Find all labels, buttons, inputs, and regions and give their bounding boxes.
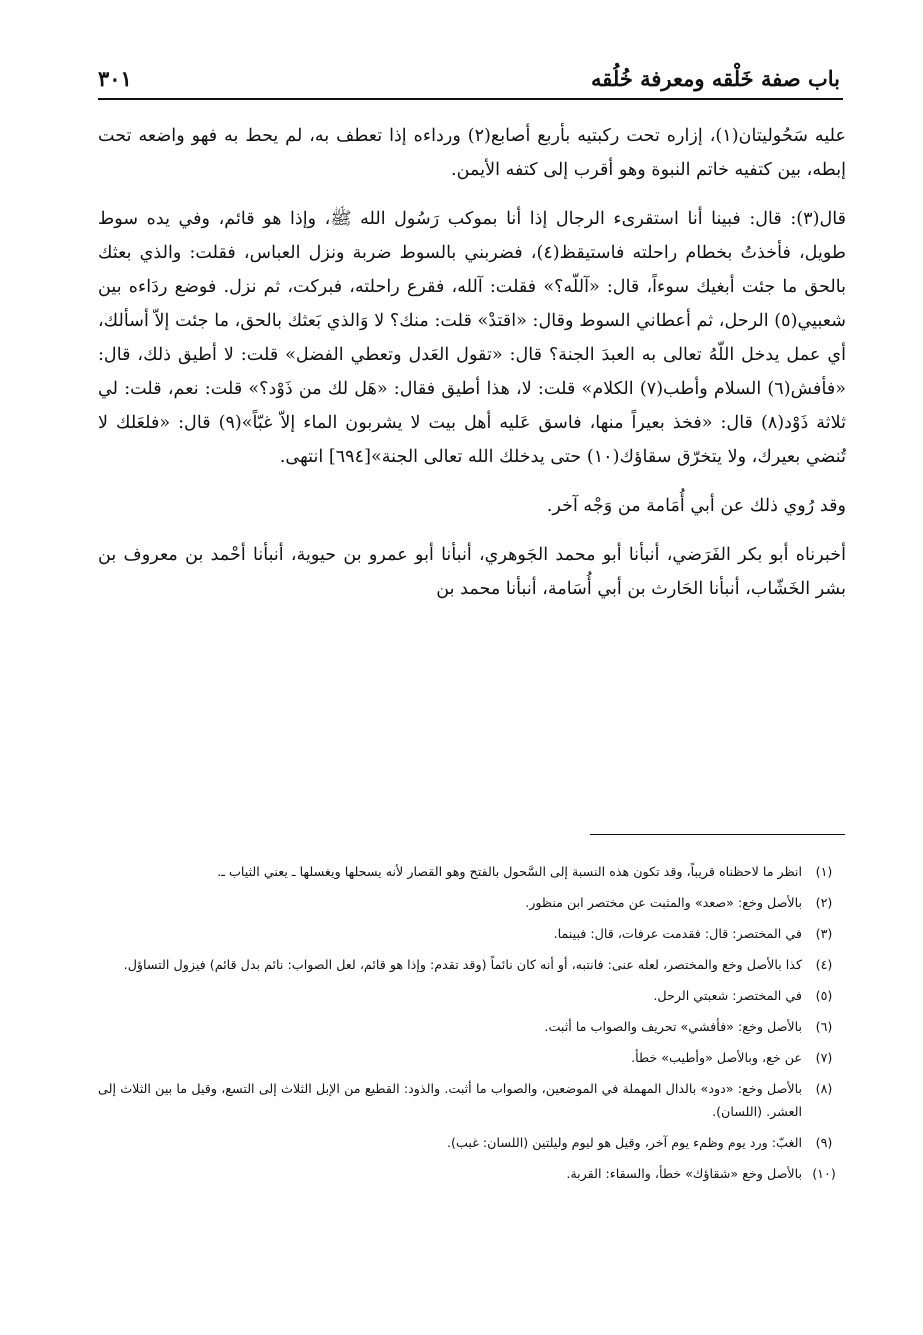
footnote-number: (٦) — [815, 1019, 833, 1034]
main-text — [98, 125, 846, 621]
footnote — [98, 953, 846, 976]
footnote-number: (٥) — [815, 988, 833, 1003]
paragraph-hadith: قال(٣): قال: فبينا أنا استقرىء الرجال إذا أنا بموكب رَسُول الله ﷺ، وإذا هو قائم، وفي يده سوط طويل، فأخذتُ بخطام راحلته فاستيقظ(٤)، فضربني بالسوط ضربة ونزل العباس، فقلت: والذي بعثك بالحق ما جئت أبغيك سوءاً، قال: «آللّه؟» فقلت: آلله، فقرع راحلته، فبركت، ثم نزل. فوضع ردَاءه بين شعبيي(٥) الرحل، ثم أعطاني السوط وقال: «اقتدْ» قلت: منك؟ لا وَالذي بَعثك بالحق، ما جئت إلاّ أسألك، أي عمل يدخل اللّهُ تعالى به العبدَ الجنة؟ قال: «تقول العَدل وتعطي الفضل» قلت: لا أطيق ذلك، قال: «فأفش(٦) السلام وأطب(٧) الكلام» قلت: لا، هذا أطيق فقال: «هَل لك من ذَوْد؟» قلت: نعم، قلت: لي ثلاثة ذَوْد(٨) قال: «فخذ بعيراً منها، فاسق عَليه أهل بيت لا يشربون الماء إلاّ غبّاً»(٩) قال: «فلعَلك لا تُنضي بعيرك، ولا يتخرّق سقاؤك(١٠) حتى يدخلك الله تعالى الجنة»[٦٩٤] انتهى. — [98, 209, 846, 467]
footnote-number: (١٠) — [812, 1166, 836, 1181]
footnote-text: عن خع، وبالأصل «وأطيب» خطأ. — [631, 1050, 802, 1065]
footnote-text: انظر ما لاحظناه قريباً، وقد تكون هذه النسبة إلى السَّحول بالفتح وهو القصار لأنه يسحلها ويغسلها ـ يعني الثياب ـ. — [217, 864, 802, 879]
paragraph-narration-note: وقد رُوي ذلك عن أبي أُمَامة من وَجْه آخر. — [546, 496, 846, 516]
page-number: ٣٠١ — [98, 65, 132, 91]
footnote-number: (٢) — [815, 895, 833, 910]
footnote — [98, 1131, 846, 1154]
footnote-text: بالأصل وخع: «فأفشي» تحريف والصواب ما أثبت. — [544, 1019, 802, 1034]
footnote — [98, 1162, 846, 1185]
footnote-text: بالأصل وخع: «صعد» والمثبت عن مختصر ابن منظور. — [525, 895, 802, 910]
footnote-text: كذا بالأصل وخع والمختصر، لعله عنى: فانتبه، أو أنه كان نائماً (وقد تقدم: وإذا هو قائم، لعل الصواب: نائم بدل قائم) فيزول التساؤل. — [123, 957, 802, 972]
footnotes — [98, 860, 846, 1193]
footnote-number: (٣) — [815, 926, 833, 941]
footnote-number: (٩) — [815, 1135, 833, 1150]
footnote — [98, 1015, 846, 1038]
footnote — [98, 860, 846, 883]
footnote-text: بالأصل وخع: «دود» بالدال المهملة في الموضعين، والصواب ما أثبت. والذود: القطيع من الإبل الثلاث إلى التسع، وقيل ما بين الثلاث إلى العشر. (اللسان). — [98, 1081, 802, 1119]
footnote-number: (٧) — [815, 1050, 833, 1065]
paragraph-isnad: أخبرناه أبو بكر الفَرَضي، أنبأنا أبو محمد الجَوهري، أنبأنا أبو عمرو بن حيوية، أنبأنا أحْمد بن معروف بن بشر الخَشّاب، أنبأنا الحَارث بن أبي أُسَامة، أنبأنا محمد بن — [98, 545, 846, 599]
footnote — [98, 984, 846, 1007]
footnote-text: في المختصر: شعبتي الرحل. — [653, 988, 802, 1003]
chapter-title: باب صفة خَلْقه ومعرفة خُلُقه — [590, 65, 840, 91]
footnote — [98, 891, 846, 914]
footnote-text: بالأصل وخع «شقاؤك» خطأ، والسقاء: القربة. — [566, 1166, 802, 1181]
footnote — [98, 1077, 846, 1123]
footnote-number: (٨) — [815, 1081, 833, 1096]
footnote — [98, 922, 846, 945]
footnote-rule — [590, 834, 845, 835]
footnote-text: في المختصر: قال: فقدمت عرفات، قال: فبينما. — [553, 926, 802, 941]
page-header — [98, 58, 840, 98]
footnote-number: (١) — [815, 864, 833, 879]
paragraph-continuation: عليه سَحُوليتان(١)، إزاره تحت ركبتيه بأربع أصابع(٢) ورداءه إذا تعطف به، لم يحط به فهو واضعه تحت إبطه، بين كتفيه خاتم النبوة وهو أقرب إلى كتفه الأيمن. — [98, 126, 846, 180]
footnote-text: الغبّ: ورد يوم وظمء يوم آخر، وقيل هو ليوم وليلتين (اللسان: غبب). — [446, 1135, 802, 1150]
header-rule — [98, 98, 843, 100]
footnote — [98, 1046, 846, 1069]
footnote-number: (٤) — [815, 957, 833, 972]
